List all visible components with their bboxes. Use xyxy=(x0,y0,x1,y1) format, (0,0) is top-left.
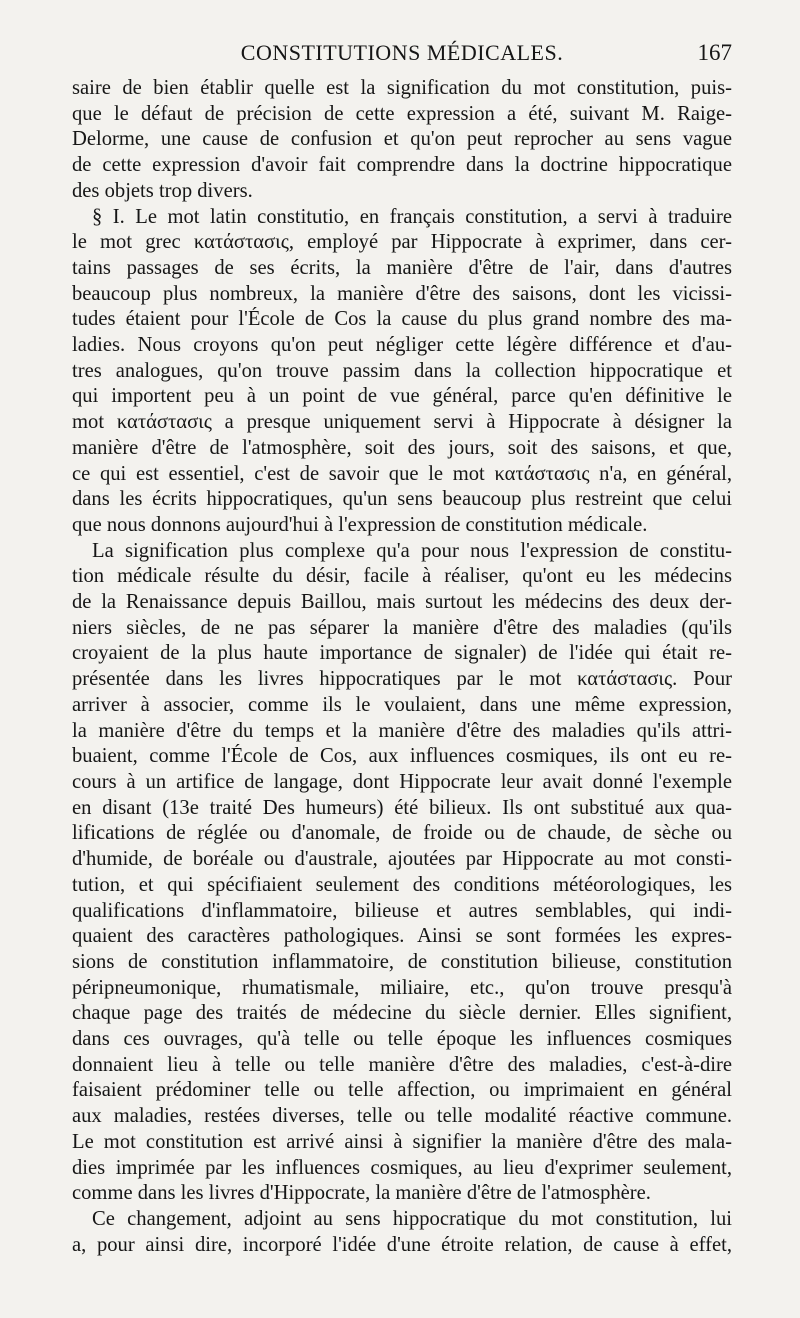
text-line: de cette expression d'avoir fait comprendre dans la doctrine hippocratique xyxy=(72,154,732,177)
text-line: ladies. Nous croyons qu'on peut négliger cette légère différence et d'au- xyxy=(72,334,732,357)
text-line: buaient, comme l'École de Cos, aux influences cosmiques, ils ont eu re- xyxy=(72,745,732,768)
text-line: sions de constitution inflammatoire, de constitution bilieuse, constitution xyxy=(72,950,732,973)
paragraph-3 xyxy=(72,539,732,1207)
text-line: en disant (13e traité Des humeurs) été bilieux. Ils ont substitué aux qua- xyxy=(72,796,732,819)
text-line: qui importent peu à un point de vue général, parce qu'en définitive le xyxy=(72,385,732,408)
page-header xyxy=(72,40,732,74)
text-line: faisaient prédominer telle ou telle affection, ou imprimaient en général xyxy=(72,1079,732,1102)
text-line: aux maladies, restées diverses, telle ou telle modalité réactive commune. xyxy=(72,1105,732,1128)
text-line: cours à un artifice de langage, dont Hippocrate leur avait donné l'exemple xyxy=(72,770,732,793)
text-line: présentée dans les livres hippocratiques par le mot κατάστασις. Pour xyxy=(72,668,732,691)
text-line: a, pour ainsi dire, incorporé l'idée d'une étroite relation, de cause à effet, xyxy=(72,1233,732,1256)
text-line: arriver à associer, comme ils le voulaient, dans une même expression, xyxy=(72,693,732,716)
text-line: § I. Le mot latin constitutio, en français constitution, a servi à traduire xyxy=(92,205,732,228)
body-text xyxy=(72,76,732,1258)
text-line: tion médicale résulte du désir, facile à réaliser, qu'ont eu les médecins xyxy=(72,565,732,588)
page-number: 167 xyxy=(697,40,732,65)
text-line: que le défaut de précision de cette expression a été, suivant M. Raige- xyxy=(72,102,732,125)
text-line: comme dans les livres d'Hippocrate, la manière d'être de l'atmosphère. xyxy=(72,1182,651,1205)
text-line: tains passages de ses écrits, la manière d'être de l'air, dans d'autres xyxy=(72,256,732,279)
text-line: Delorme, une cause de confusion et qu'on peut reprocher au sens vague xyxy=(72,128,732,151)
text-line: saire de bien établir quelle est la signification du mot constitution, puis- xyxy=(72,77,732,99)
text-line: beaucoup plus nombreux, la manière d'être des saisons, dont les vicissi- xyxy=(72,282,732,305)
text-line: que nous donnons aujourd'hui à l'expression de constitution médicale. xyxy=(72,513,648,536)
running-title: CONSTITUTIONS MÉDICALES. xyxy=(240,40,564,65)
text-line: qualifications d'inflammatoire, bilieuse et autres semblables, qui indi- xyxy=(72,899,732,922)
text-line: manière d'être de l'atmosphère, soit des jours, soit des saisons, et que, xyxy=(72,436,732,459)
text-line: lifications de réglée ou d'anomale, de froide ou de chaude, de sèche ou xyxy=(72,822,732,845)
text-line: ce qui est essentiel, c'est de savoir que le mot κατάστασις n'a, en général, xyxy=(72,462,732,485)
text-line: croyaient de la plus haute importance de signaler) de l'idée qui était re- xyxy=(72,642,732,665)
text-line: Ce changement, adjoint au sens hippocratique du mot constitution, lui xyxy=(92,1207,732,1230)
text-line: la manière d'être du temps et la manière d'être des maladies qu'ils attri- xyxy=(72,719,732,742)
text-line: dies imprimée par les influences cosmiques, au lieu d'exprimer seulement, xyxy=(72,1156,732,1179)
text-line: de la Renaissance depuis Baillou, mais surtout les médecins des deux der- xyxy=(72,591,732,614)
text-line: niers siècles, de ne pas séparer la manière d'être des maladies (qu'ils xyxy=(72,616,732,639)
text-line: La signification plus complexe qu'a pour nous l'expression de constitu- xyxy=(92,539,732,562)
text-line: tudes étaient pour l'École de Cos la cause du plus grand nombre des ma- xyxy=(72,308,732,331)
text-line: Le mot constitution est arrivé ainsi à signifier la manière d'être des mala- xyxy=(72,1130,732,1153)
text-line: donnaient lieu à telle ou telle manière d'être des maladies, c'est-à-dire xyxy=(72,1053,732,1076)
text-line: chaque page des traités de médecine du siècle dernier. Elles signifient, xyxy=(72,1002,732,1025)
text-line: des objets trop divers. xyxy=(72,179,253,202)
paragraph-4 xyxy=(72,1207,732,1258)
text-line: tres analogues, qu'on trouve passim dans la collection hippocratique et xyxy=(72,359,732,382)
text-line: dans les écrits hippocratiques, qu'un sens beaucoup plus restreint que celui xyxy=(72,488,732,511)
text-line: tution, et qui spécifiaient seulement des conditions météorologiques, les xyxy=(72,873,732,896)
paragraph-2 xyxy=(72,205,732,539)
text-line: d'humide, de boréale ou d'australe, ajoutées par Hippocrate au mot consti- xyxy=(72,848,732,871)
text-line: péripneumonique, rhumatismale, miliaire, etc., qu'on trouve presqu'à xyxy=(72,976,732,999)
text-line: le mot grec κατάστασις, employé par Hippocrate à exprimer, dans cer- xyxy=(72,231,732,254)
text-line: quaient des caractères pathologiques. Ainsi se sont formées les expres- xyxy=(72,925,732,948)
text-line: mot κατάστασις a presque uniquement servi à Hippocrate à désigner la xyxy=(72,411,732,434)
text-line: dans ces ouvrages, qu'à telle ou telle époque les influences cosmiques xyxy=(72,1028,732,1051)
paragraph-1 xyxy=(72,76,732,205)
